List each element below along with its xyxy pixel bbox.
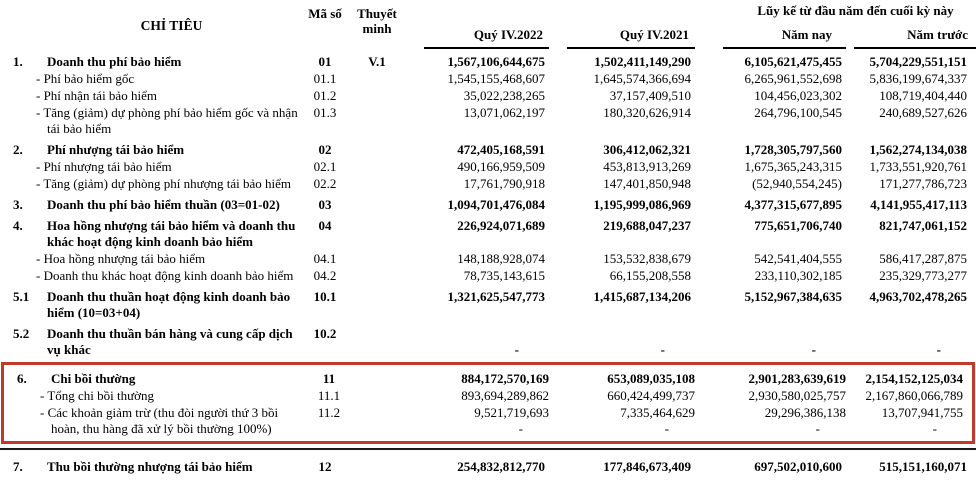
- row-code: 01: [318, 54, 332, 69]
- table-row: [0, 284, 976, 321]
- table-row: [0, 87, 976, 104]
- row-code: 02.2: [313, 176, 337, 191]
- row-code: 10.2: [313, 326, 337, 341]
- row-code: 01.1: [313, 71, 337, 86]
- row-code: 11.2: [317, 405, 341, 420]
- row-label: - Phí bảo hiểm gốc: [36, 71, 135, 86]
- table-row: [4, 366, 972, 387]
- cell-value: 254,832,812,770: [457, 459, 545, 474]
- row-code: 04.1: [313, 251, 337, 266]
- cell-value: 306,412,062,321: [603, 142, 691, 157]
- row-label: - Tăng (giảm) dự phòng phí nhượng tái bảo hiểm: [36, 176, 292, 191]
- header-luy-ke: Lũy kế từ đầu năm đến cuối kỳ này: [757, 3, 954, 18]
- row-number: 6.: [17, 371, 27, 386]
- row-note: V.1: [368, 54, 386, 69]
- cell-value: 2,167,860,066,789: [865, 388, 963, 403]
- cell-value: 1,733,551,920,761: [869, 159, 967, 174]
- header-ma-so: Mã số: [308, 6, 342, 21]
- cell-dash: -: [660, 342, 665, 357]
- header-thuyet-minh: Thuyết minh: [357, 6, 397, 36]
- row-label: - Các khoản giảm trừ (thu đòi người thứ 3 bồi hoàn, thu hàng đã xử lý bồi thường 100%): [40, 405, 279, 436]
- cell-value: 697,502,010,600: [754, 459, 842, 474]
- table-row: [0, 104, 976, 137]
- cell-value: [695, 326, 846, 358]
- cell-value: 233,110,302,185: [754, 268, 842, 283]
- cell-value: 5,704,229,551,151: [869, 54, 967, 69]
- cell-value: 4,963,702,478,265: [869, 289, 967, 304]
- cell-dash: -: [815, 421, 820, 436]
- cell-value: 148,188,928,074: [457, 251, 545, 266]
- cell-dash: -: [664, 421, 669, 436]
- row-number: 3.: [13, 197, 23, 212]
- cell-value: 1,094,701,476,084: [447, 197, 545, 212]
- row-label: - Doanh thu khác hoạt động kinh doanh bảo hiểm: [36, 268, 294, 283]
- cell-dash: -: [811, 342, 816, 357]
- cell-value: 13,071,062,197: [463, 105, 545, 120]
- cell-value: 775,651,706,740: [754, 218, 842, 233]
- header-chi-tieu: CHỈ TIÊU: [140, 18, 203, 33]
- row-code: 11.1: [317, 388, 341, 403]
- cell-value: 147,401,850,948: [603, 176, 691, 191]
- row-label: - Hoa hồng nhượng tái bảo hiểm: [36, 251, 206, 266]
- row-label: - Phí nhận tái bảo hiểm: [36, 88, 157, 103]
- cell-dash: -: [514, 342, 519, 357]
- cell-value: 177,846,673,409: [603, 459, 691, 474]
- cell-value: 1,321,625,547,773: [447, 289, 545, 304]
- cell-dash: -: [936, 342, 941, 357]
- row-code: 04.2: [313, 268, 337, 283]
- table-header: [0, 0, 976, 49]
- cell-value: 490,166,959,509: [457, 159, 545, 174]
- row-label: Doanh thu thuần bán hàng và cung cấp dịch vụ khác: [47, 326, 293, 357]
- cell-value: 1,415,687,134,206: [593, 289, 691, 304]
- cell-value: 2,930,580,025,757: [748, 388, 846, 403]
- header-quy-iv-2021: Quý IV.2021: [549, 27, 695, 49]
- row-code: 02: [318, 142, 332, 157]
- cell-value: 1,562,274,134,038: [869, 142, 967, 157]
- cell-value: 219,688,047,237: [603, 218, 691, 233]
- table-row: [4, 404, 972, 437]
- cell-value: 108,719,404,440: [879, 88, 967, 103]
- table-row: [0, 321, 976, 358]
- table-row: [0, 213, 976, 250]
- cell-value: 660,424,499,737: [607, 388, 695, 403]
- cell-value: 653,089,035,108: [607, 371, 695, 386]
- header-nam-truoc: Năm trước: [846, 27, 976, 49]
- row-label: - Tổng chi bồi thường: [40, 388, 155, 403]
- cell-value: 821,747,061,152: [879, 218, 967, 233]
- cell-value: 542,541,404,555: [754, 251, 842, 266]
- cell-value: 66,155,208,558: [609, 268, 691, 283]
- row-label: Hoa hồng nhượng tái bảo hiểm và doanh thu khác hoạt động kinh doanh bảo hiểm: [47, 218, 296, 249]
- table-section: [0, 49, 976, 358]
- table-row: [0, 454, 976, 475]
- cell-value: 6,265,961,552,698: [744, 71, 842, 86]
- row-code: 10.1: [313, 289, 337, 304]
- cell-value: 17,761,790,918: [463, 176, 545, 191]
- highlight-box: [1, 362, 975, 444]
- cell-dash: -: [518, 421, 523, 436]
- table-row: [0, 137, 976, 158]
- cell-value: 264,796,100,545: [754, 105, 842, 120]
- row-label: - Tăng (giảm) dự phòng phí bảo hiểm gốc và nhận tái bảo hiểm: [36, 105, 298, 136]
- cell-value: 1,645,574,366,694: [593, 71, 691, 86]
- table-row: [0, 158, 976, 175]
- cell-value: 5,836,199,674,337: [869, 71, 967, 86]
- cell-value: (52,940,554,245): [752, 176, 842, 191]
- row-code: 11: [322, 371, 336, 386]
- cell-value: 2,901,283,639,619: [748, 371, 846, 386]
- table-row: [4, 387, 972, 404]
- cell-value: [846, 326, 976, 358]
- cell-value: 13,707,941,755 -: [850, 405, 972, 437]
- table-row: [0, 250, 976, 267]
- cell-value: 7,335,464,629 -: [553, 405, 699, 437]
- row-label: Doanh thu thuần hoạt động kinh doanh bảo hiểm (10=03+04): [47, 289, 291, 320]
- row-number: 5.2: [13, 326, 30, 341]
- cell-value: 1,675,365,243,315: [744, 159, 842, 174]
- table-row: [0, 175, 976, 192]
- table-row: [0, 70, 976, 87]
- row-label: Doanh thu phí bảo hiểm: [47, 54, 182, 69]
- table-row: [0, 267, 976, 284]
- table-row: [0, 192, 976, 213]
- cell-value: 515,151,160,071: [879, 459, 967, 474]
- row-code: 02.1: [313, 159, 337, 174]
- cell-value: 37,157,409,510: [609, 88, 691, 103]
- row-label: Doanh thu phí bảo hiểm thuần (03=01-02): [47, 197, 280, 212]
- row-code: 12: [318, 459, 332, 474]
- cell-value: 78,735,143,615: [463, 268, 545, 283]
- cell-value: 104,456,023,302: [754, 88, 842, 103]
- cell-value: 1,728,305,797,560: [744, 142, 842, 157]
- cell-value: 226,924,071,689: [457, 218, 545, 233]
- cell-value: 6,105,621,475,455: [744, 54, 842, 69]
- row-number: 5.1: [13, 289, 30, 304]
- row-label: Thu bồi thường nhượng tái bảo hiểm: [47, 459, 253, 474]
- cell-value: 29,296,386,138 -: [699, 405, 850, 437]
- row-code: 03: [318, 197, 332, 212]
- cell-value: 586,417,287,875: [879, 251, 967, 266]
- cell-value: 4,141,955,417,113: [870, 197, 967, 212]
- cell-value: 1,567,106,644,675: [447, 54, 545, 69]
- table-section: [0, 448, 976, 475]
- row-code: 01.2: [313, 88, 337, 103]
- header-quy-iv-2022: Quý IV.2022: [402, 27, 549, 49]
- row-label: Phí nhượng tái bảo hiểm: [47, 142, 185, 157]
- cell-dash: -: [932, 421, 937, 436]
- row-code: 04: [318, 218, 332, 233]
- cell-value: 240,689,527,626: [879, 105, 967, 120]
- cell-value: 171,277,786,723: [879, 176, 967, 191]
- row-label: Chi bồi thường: [51, 371, 136, 386]
- cell-value: 9,521,719,693 -: [406, 405, 553, 437]
- report-table-body: [0, 49, 976, 475]
- row-number: 1.: [13, 54, 23, 69]
- cell-value: 153,532,838,679: [603, 251, 691, 266]
- cell-value: 235,329,773,277: [879, 268, 967, 283]
- cell-value: 1,545,155,468,607: [447, 71, 545, 86]
- cell-value: 4,377,315,677,895: [744, 197, 842, 212]
- row-number: 4.: [13, 218, 23, 233]
- cell-value: 893,694,289,862: [461, 388, 549, 403]
- row-number: 7.: [13, 459, 23, 474]
- row-label: - Phí nhượng tái bảo hiểm: [36, 159, 172, 174]
- cell-value: [549, 326, 695, 358]
- cell-value: 1,502,411,149,290: [594, 54, 691, 69]
- cell-value: 453,813,913,269: [603, 159, 691, 174]
- header-nam-nay: Năm nay: [695, 27, 846, 49]
- row-number: 2.: [13, 142, 23, 157]
- cell-value: [402, 326, 549, 358]
- cell-value: 35,022,238,265: [463, 88, 545, 103]
- cell-value: 1,195,999,086,969: [593, 197, 691, 212]
- cell-value: 884,172,570,169: [461, 371, 549, 386]
- table-row: [0, 49, 976, 70]
- cell-value: 472,405,168,591: [457, 142, 545, 157]
- cell-value: 5,152,967,384,635: [744, 289, 842, 304]
- row-code: 01.3: [313, 105, 337, 120]
- cell-value: 2,154,152,125,034: [865, 371, 963, 386]
- cell-value: 180,320,626,914: [603, 105, 691, 120]
